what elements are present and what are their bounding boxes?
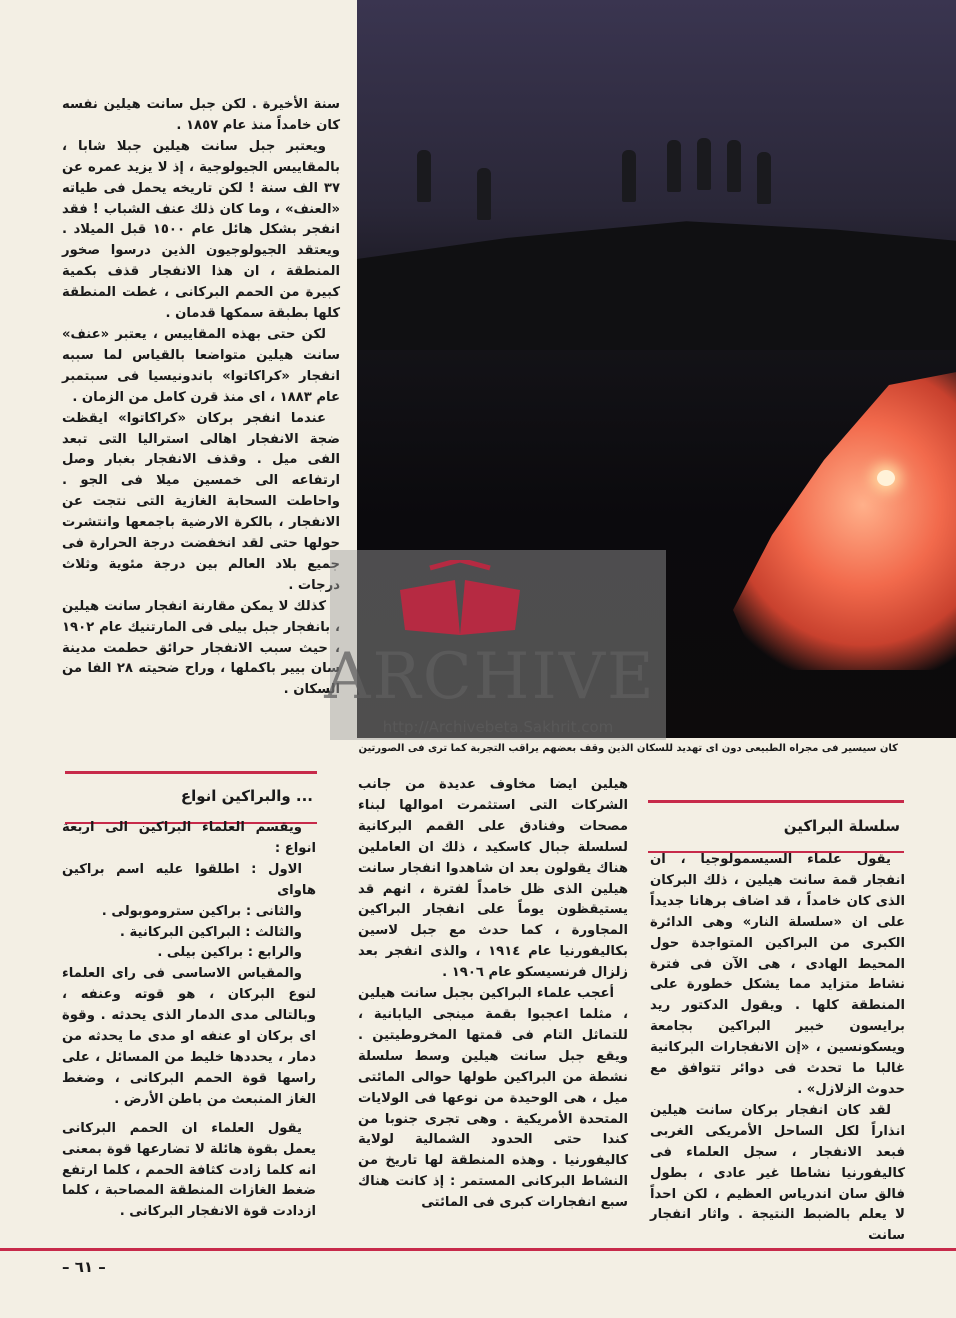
mountain-ridge: [357, 210, 956, 350]
person-silhouette: [477, 168, 491, 220]
watermark-text: ARCHIVE: [324, 640, 656, 714]
person-silhouette: [727, 140, 741, 192]
paragraph: سنة الأخيرة . لكن جبل سانت هيلين نفسه كان خامداً منذ عام ١٨٥٧ .: [62, 97, 340, 133]
paragraph: ويعتبر جبل سانت هيلين جبلا شابا ، بالمقاييس الجيولوجية ، إذ لا يزيد عمره عن ٣٧ الف سنة ! لكن تاريخه يحمل فى طياته «العنف» ، وما كان ذلك عنف الشباب ! فقد انفجر بشكل هائل عام ١٥٠٠ قبل الميلاد . ويعتقد الجيولوجيون الذين درسوا صخور المنطقة ، ان هذا الانفجار قذف بكمية كبيرة من الحمم البركانى ، غطت المنطقة كلها بطبقة سمكها قدمان .: [62, 138, 340, 322]
list-item: والثانى : براكين ستروموبولى .: [101, 903, 302, 919]
person-silhouette: [622, 150, 636, 202]
paragraph: أعجب علماء البراكين بجبل سانت هيلين ، مثلما اعجبوا بقمة مينجى اليابانية ، للتماثل التام فى قمتها المخروطيتين . ويقع جبل سانت هيلين وسط سلسلة نشطة من البراكين طولها حوالى المائتى ميل ، هى الوحيدة من نوعها فى الولايات المتحدة الأمريكية . وهى تجرى جنوبا من كندا حتى الحدود الشمالية لولاية كاليفورنيا . وهذه المنطقة لها تاريخ من النشاط البركانى المستمر : إذ كانت هناك سبع انفجارات كبرى فى المائتى: [358, 986, 628, 1211]
person-silhouette: [667, 140, 681, 192]
heading-text: سلسلة البراكين: [783, 817, 900, 835]
bottom-rule: [0, 1248, 956, 1251]
paragraph: يقول العلماء ان الحمم البركانى يعمل بقوة هائلة لا تضارعها قوة بمعنى انه كلما زادت كثافة الحمم ، كلما ارتفع ضغط الغازات المنطقة المصاحبة ، كلما ازدادت قوة الانفجار البركانى .: [62, 1120, 316, 1220]
left-column: [62, 818, 316, 1223]
left-top-column: [62, 95, 340, 701]
paragraph: عندما انفجر بركان «كراكاتوا» ايقظت ضجة الانفجار اهالى استراليا التى تبعد الفى ميل . وقذف الانفجار بغبار وصل ارتفاعه الى خمسين ميلا فى الجو . واحاطت السحابة الغازية التى نتجت عن الانفجار ، بالكرة الارضية باجمعها وانتشرت حولها حتى لقد انخفضت درجة الحرارة فى جميع بلاد العالم بين درجة مئوية وثلاث درجات .: [62, 410, 340, 593]
list-item: الاول : اطلقوا عليه اسم براكين هاواى: [62, 861, 316, 898]
list-item: والثالث : البراكين البركانية .: [119, 924, 302, 940]
paragraph: لقد كان انفجار بركان سانت هيلين انذاراً لكل الساحل الأمريكى الغربى فبعد الانفجار ، سجل العلماء فى كاليفورنيا نشاطا غير عادى ، بطول فالق سان اندرياس العظيم ، لكن احداً لا يعلم بالضبط النتيجة . واثار انفجار سانت: [650, 1102, 905, 1244]
paragraph: لكن حتى بهذه المقاييس ، يعتبر «عنف» سانت هيلين متواضعا بالقياس لما سببه انفجار «كراكاتوا» باندونيسيا فى سبتمبر عام ١٨٨٣ ، اى منذ قرن كامل من الزمان .: [62, 326, 340, 405]
photo-caption: كان سيسير فى مجراه الطبيعى دون اى تهديد للسكان الذين وقف بعضهم يراقب التجربة كما ترى فى الصورتين: [358, 743, 898, 754]
middle-column: [358, 775, 628, 1214]
heading-text: ... والبراكين انواع: [180, 787, 313, 805]
section-heading-volcano-chain: [648, 800, 904, 853]
book-logo-icon: [390, 560, 530, 640]
lava-flow: [707, 370, 956, 670]
paragraph: يقول علماء السيسمولوجيا ، ان انفجار قمة سانت هيلين ، ذلك البركان الذى كان خامداً ، قد اضاف برهانا جديداً على ان «سلسلة النار» وهى الدائرة الكبرى من البراكين المتواجدة حول المحيط الهادى ، هى الآن فى فترة نشاط متزايد مما يشكل خطورة على المنطقة كلها . ويقول الدكتور ريد برايسون خبير البراكين بجامعة ويسكونسين ، «إن الانفجارات البركانية غالبا ما تحدث فى دوائر تتوافق مع حدوث الزلازل» .: [650, 852, 905, 1097]
lava-glow: [877, 470, 895, 486]
list-item: والرابع : براكين بيلى .: [157, 945, 302, 961]
page-number: – ٦١ –: [62, 1258, 106, 1276]
paragraph: هيلين ايضا مخاوف عديدة من جانب الشركات التى استثمرت اموالها لبناء مصحات وفنادق على القمم البركانية لسلسلة جبال كاسكيد ، ذلك ان العاملين هناك يقولون بعد ان شاهدوا انفجار سانت هيلين الذى ظل خامداً لفترة ، انهم قد يستيقظون يوماً على انفجار البراكين المجاورة ، كما حدث مع جبل لاسين بكاليفورنيا عام ١٩١٤ ، والذى انفجر بعد زلزال فرنسيسكو عام ١٩٠٦ .: [358, 777, 628, 981]
paragraph: كذلك لا يمكن مقارنة انفجار سانت هيلين ، بانفجار جبل بيلى فى المارتنيك عام ١٩٠٢ ، حيث سبب الانفجار حرائق حطمت مدينة سان بيير باكملها ، وراح ضحيته ٢٨ الفا من السكان .: [62, 598, 340, 698]
person-silhouette: [757, 152, 771, 204]
paragraph: ويقسم العلماء البراكين الى اربعة انواع :: [62, 820, 316, 856]
person-silhouette: [697, 138, 711, 190]
section-heading-volcano-types: [65, 771, 317, 824]
watermark-url: http://Archivebeta.Sakhrit.com: [382, 718, 614, 736]
paragraph: والمقياس الاساسى فى راى العلماء لنوع البركان ، هو قوته وعنفه ، وبالتالى مدى الدمار الذى يحدثه . وقوة اى بركان او عنفه او مدى ما يحدثه من دمار ، يحددها خليط من المسائل ، على راسها قوة الحمم البركانى ، وضغط الغاز المنبعث من باطن الأرض .: [62, 966, 316, 1107]
right-column: [650, 850, 905, 1247]
person-silhouette: [417, 150, 431, 202]
